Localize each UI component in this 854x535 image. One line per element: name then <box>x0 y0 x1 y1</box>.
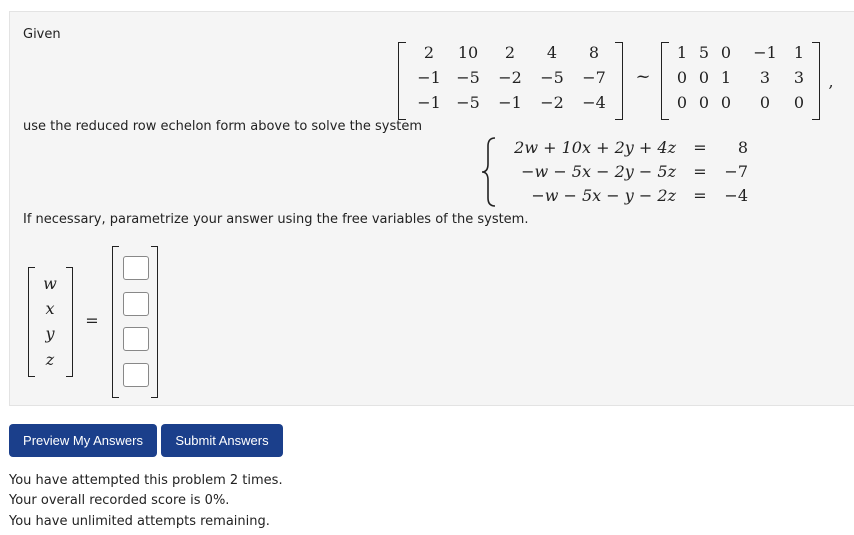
parametrize-note: If necessary, parametrize your answer using the free variables of the system. <box>23 212 529 227</box>
equation-equals: = <box>693 162 707 181</box>
answer-input-x[interactable] <box>123 292 149 316</box>
vector-left-bracket <box>28 267 35 377</box>
matrix-cell: −7 <box>582 68 606 87</box>
equation-equals: = <box>693 186 707 205</box>
matrix-cell: 0 <box>676 68 688 87</box>
score-text: Your overall recorded score is 0%. <box>9 493 230 508</box>
variable-x: x <box>45 299 55 318</box>
matrix-a-left-bracket <box>398 42 406 120</box>
matrix-cell: 2 <box>423 43 435 62</box>
equation-rhs: 8 <box>737 138 748 157</box>
matrix-cell: 4 <box>546 43 558 62</box>
matrix-a-right-bracket <box>615 42 623 120</box>
matrix-cell: −1 <box>417 68 441 87</box>
matrix-cell: 0 <box>793 93 805 112</box>
matrix-cell: 0 <box>759 93 771 112</box>
matrix-cell: 0 <box>720 93 732 112</box>
attempts-text: You have attempted this problem 2 times. <box>9 473 283 488</box>
equation-lhs: −w − 5x − y − 2z <box>531 186 676 205</box>
matrix-cell: −1 <box>498 93 522 112</box>
variable-y: y <box>45 324 55 343</box>
remaining-attempts-text: You have unlimited attempts remaining. <box>9 514 270 529</box>
matrix-cell: −5 <box>456 68 480 87</box>
trailing-comma: , <box>828 72 834 91</box>
answer-input-z[interactable] <box>123 363 149 387</box>
matrix-cell: −1 <box>417 93 441 112</box>
equation-rhs: −4 <box>724 186 748 205</box>
matrix-cell: 3 <box>793 68 805 87</box>
instruction-text: use the reduced row echelon form above to solve the system <box>23 119 423 134</box>
preview-answers-button[interactable]: Preview My Answers <box>9 424 157 457</box>
rref-left-bracket <box>661 42 669 120</box>
equation-equals: = <box>693 138 707 157</box>
rref-right-bracket <box>812 42 820 120</box>
answer-left-bracket <box>112 246 119 398</box>
matrix-cell: 5 <box>698 43 710 62</box>
matrix-cell: 0 <box>720 43 732 62</box>
matrix-cell: −5 <box>540 68 564 87</box>
matrix-cell: 1 <box>793 43 805 62</box>
vector-right-bracket <box>66 267 73 377</box>
answer-right-bracket <box>151 246 158 398</box>
answer-input-y[interactable] <box>123 327 149 351</box>
matrix-cell: −5 <box>456 93 480 112</box>
matrix-cell: 3 <box>759 68 771 87</box>
equation-lhs: 2w + 10x + 2y + 4z <box>514 138 676 157</box>
submit-answers-button[interactable]: Submit Answers <box>161 424 283 457</box>
row-equivalent-symbol: ~ <box>635 66 651 87</box>
matrix-cell: 1 <box>676 43 688 62</box>
matrix-cell: −4 <box>582 93 606 112</box>
left-brace <box>481 137 497 207</box>
vector-equals: = <box>85 311 99 330</box>
matrix-cell: −1 <box>753 43 777 62</box>
variable-z: z <box>45 350 55 369</box>
matrix-cell: 0 <box>698 68 710 87</box>
matrix-cell: −2 <box>540 93 564 112</box>
matrix-cell: −2 <box>498 68 522 87</box>
matrix-cell: 0 <box>676 93 688 112</box>
matrix-cell: 8 <box>588 43 600 62</box>
equation-lhs: −w − 5x − 2y − 5z <box>521 162 676 181</box>
equation-rhs: −7 <box>724 162 748 181</box>
matrix-cell: 1 <box>720 68 732 87</box>
matrix-cell: 0 <box>698 93 710 112</box>
variable-w: w <box>43 274 57 293</box>
answer-input-w[interactable] <box>123 256 149 280</box>
matrix-cell: 2 <box>504 43 516 62</box>
given-label: Given <box>23 27 61 42</box>
matrix-cell: 10 <box>457 43 479 62</box>
